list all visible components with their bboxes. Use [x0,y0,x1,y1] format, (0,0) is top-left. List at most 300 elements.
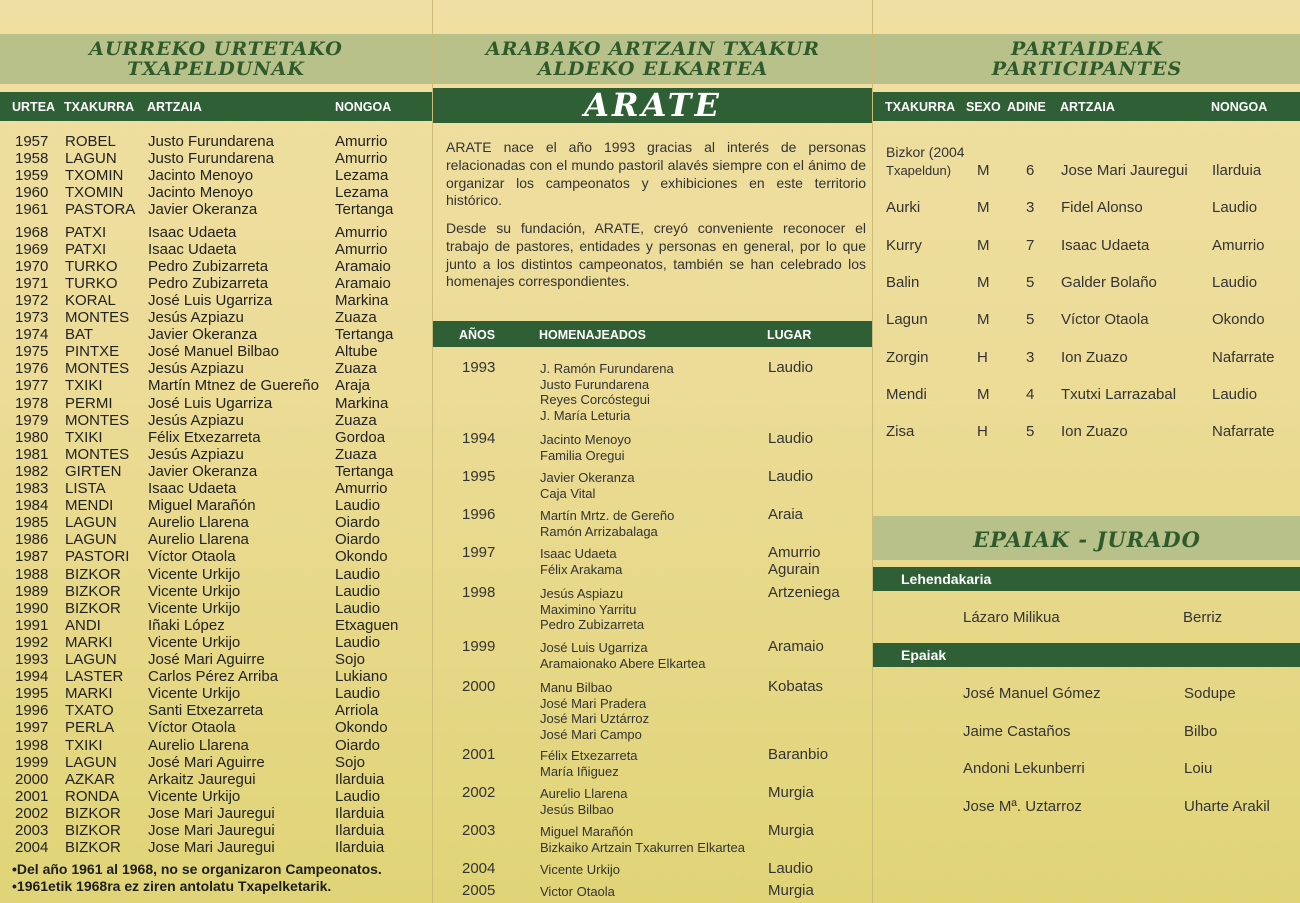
champion-year: 1958 [15,150,49,168]
champion-shepherd: Justo Furundarena [148,150,274,168]
champion-year: 1995 [15,685,49,703]
champion-shepherd: Víctor Otaola [148,548,236,566]
champion-shepherd: Jesús Azpiazu [148,445,244,463]
participant-town: Laudio [1212,385,1258,403]
participant-shepherd: Galder Bolaño [1061,273,1157,291]
participant-dog: Zorgin [886,348,929,366]
champion-shepherd: Arkaitz Jauregui [148,770,256,788]
tribute-honoree-name: Miguel Marañón [540,824,634,839]
tribute-honoree-name: Aramaionako Abere Elkartea [540,655,706,671]
champion-year: 1971 [15,274,49,292]
champion-shepherd: Justo Furundarena [148,133,274,150]
champion-year: 2002 [15,804,49,822]
tribute-place: Aramaio [768,638,824,655]
tribute-year: 2001 [462,746,496,763]
champion-town: Zuaza [335,309,377,326]
champion-shepherd: Pedro Zubizarreta [148,274,269,292]
note-spanish: •Del año 1961 al 1968, no se organizaron Campeonatos. [12,861,382,877]
champion-year: 1973 [15,309,49,326]
panel-past-champions [0,0,432,903]
participant-age: 4 [1026,385,1035,403]
champion-shepherd: Aurelio Llarena [148,531,249,549]
tribute-honoree-name: Victor Otaola [540,884,615,899]
tribute-year: 2003 [462,822,496,839]
champion-row [0,531,432,548]
champion-dog: BIZKOR [65,839,121,857]
champion-year: 1957 [15,133,49,150]
participant-dog: Mendi [886,385,927,403]
participant-sex: M [977,162,990,179]
participant-sex: M [977,311,990,329]
champion-town: Sojo [335,753,366,771]
champion-shepherd: Pedro Zubizarreta [148,257,269,275]
participant-sex: M [977,199,990,217]
champion-dog: LAGUN [65,150,117,168]
champion-year: 1982 [15,462,49,480]
champion-dog: BAT [65,326,94,344]
champion-row [0,651,432,668]
champion-row [0,446,432,463]
participant-dog-note: Txapeldun) [886,163,952,178]
champion-year: 1998 [15,736,49,754]
champion-town: Gordoa [335,428,386,446]
participant-age: 3 [1026,199,1035,217]
champion-year: 2003 [15,822,49,839]
tribute-honoree-name: Manu Bilbao [540,680,613,695]
champion-dog: MARKI [65,685,113,703]
tribute-honoree-name: Pedro Zubizarreta [540,617,645,632]
champion-shepherd: Félix Etxezarreta [148,428,261,446]
champion-dog: TXOMIN [65,184,124,202]
participant-dog: Aurki [886,199,921,217]
champion-year: 1984 [15,497,49,515]
champion-row [0,685,432,702]
champion-dog: ROBEL [65,133,116,150]
champion-town: Tertanga [335,201,394,219]
champion-shepherd: José Luis Ugarriza [148,394,273,412]
champion-year: 1985 [15,514,49,532]
champion-town: Aramaio [335,274,391,292]
tribute-honoree-name: Justo Furundarena [540,376,650,392]
champion-row [0,719,432,736]
tribute-honorees [540,361,674,423]
col-age: ADINE [1007,100,1046,114]
tributes-table-header [433,321,873,347]
tribute-honoree-name: Félix Etxezarreta [540,748,638,763]
champion-year: 2004 [15,839,49,857]
col-shepherd: ARTZAIA [147,100,202,114]
champion-shepherd: Vicente Urkijo [148,565,241,583]
participant-age: 5 [1026,311,1035,329]
champion-town: Ilarduia [335,804,385,822]
col-honorees: HOMENAJEADOS [539,328,646,342]
champion-dog: MENDI [65,497,114,515]
champion-shepherd: Javier Okeranza [148,326,258,344]
tribute-year: 2002 [462,784,496,801]
champion-dog: LISTA [65,480,106,497]
champion-row [0,737,432,754]
champion-year: 1992 [15,633,49,651]
tribute-places [768,860,813,877]
col-years: AÑOS [459,328,496,342]
champion-row [0,395,432,412]
tribute-honoree-name: José Mari Pradera [540,695,647,711]
champion-shepherd: Iñaki López [148,616,225,634]
judge-name: Andoni Lekunberri [963,760,1085,777]
champion-shepherd: Jacinto Menoyo [148,184,254,202]
banner-title-line2: PARTICIPANTES [991,58,1183,80]
participant-town: Okondo [1212,311,1265,329]
tribute-places [768,430,813,447]
participant-age: 5 [1026,423,1035,441]
banner-title-line1: AURREKO URTETAKO [89,38,343,60]
tribute-place: Araia [768,506,804,523]
champion-row [0,326,432,343]
president-name: Lázaro Milikua [963,609,1060,626]
col-shepherd: ARTZAIA [1060,100,1115,114]
banner-title-line2: TXAPELDUNAK [127,58,305,80]
champion-town: Laudio [335,565,381,583]
champion-dog: KORAL [65,291,116,309]
champion-row [0,224,432,241]
champion-town: Amurrio [335,240,388,258]
tribute-place: Murgia [768,784,814,801]
champion-row [0,514,432,531]
tribute-honoree-name: Ramón Arrizabalaga [540,523,658,539]
judge-name: José Manuel Gómez [963,685,1101,702]
tribute-places [768,746,828,763]
champion-dog: PASTORI [65,548,130,566]
champion-shepherd: Javier Okeranza [148,462,258,480]
champion-row [0,133,432,150]
tribute-honoree-name: Javier Okeranza [540,470,635,485]
tribute-places [768,638,824,655]
champion-dog: TXOMIN [65,167,124,185]
champion-town: Lukiano [335,668,388,686]
champion-year: 1970 [15,257,49,275]
champion-town: Markina [335,394,389,412]
judge-town: Sodupe [1184,685,1236,702]
champion-dog: LAGUN [65,514,117,532]
champion-shepherd: Jesús Azpiazu [148,309,244,326]
champion-town: Laudio [335,787,381,805]
participant-shepherd: Ion Zuazo [1061,348,1128,366]
president-header: Lehendakaria [873,567,1300,591]
champion-row [0,258,432,275]
participants-table-header [873,92,1300,121]
champion-year: 1972 [15,291,49,309]
tribute-year: 1996 [462,506,496,523]
champion-row [0,201,432,218]
champion-town: Okondo [335,719,388,737]
tribute-year: 1999 [462,638,496,655]
champion-shepherd: Isaac Udaeta [148,223,237,241]
champion-row [0,184,432,201]
champion-shepherd: José Luis Ugarriza [148,291,273,309]
participant-age: 5 [1026,273,1035,291]
champion-row [0,805,432,822]
tribute-places [768,822,814,839]
champion-shepherd: Carlos Pérez Arriba [148,668,279,686]
tribute-year: 1995 [462,468,496,485]
tribute-places [768,359,813,376]
champion-shepherd: Aurelio Llarena [148,514,249,532]
champion-dog: TXATO [65,702,114,720]
tribute-year: 1994 [462,430,496,447]
tribute-year: 2005 [462,882,496,899]
champion-shepherd: Vicente Urkijo [148,582,241,600]
champion-town: Altube [335,343,378,361]
champion-dog: TXIKI [65,428,103,446]
champion-town: Tertanga [335,326,394,344]
champion-row [0,377,432,394]
tribute-honorees [540,640,705,671]
participant-sex: M [977,385,990,403]
champion-shepherd: Jesús Azpiazu [148,411,244,429]
banner-title-line1: ARABAKO ARTZAIN TXAKUR [485,38,821,60]
tribute-place: Kobatas [768,678,824,695]
champion-year: 1987 [15,548,49,566]
judge-town: Loiu [1184,760,1213,777]
champion-shepherd: José Mari Aguirre [148,651,265,668]
champion-row [0,343,432,360]
tribute-honoree-name: J. Ramón Furundarena [540,361,674,376]
champion-shepherd: Isaac Udaeta [148,240,237,258]
champion-dog: MONTES [65,411,130,429]
champion-town: Laudio [335,582,381,600]
participant-town: Laudio [1212,199,1258,217]
champion-shepherd: Jose Mari Jauregui [148,839,275,857]
champion-dog: BIZKOR [65,599,121,617]
tribute-honoree-name: Jesús Bilbao [540,801,614,817]
tribute-honoree-name: Maximino Yarritu [540,601,637,617]
tribute-honorees [540,786,627,817]
champion-dog: BIZKOR [65,565,121,583]
judge-town: Bilbo [1184,722,1218,740]
champion-dog: MARKI [65,633,113,651]
participant-sex: H [977,348,988,366]
participant-dog: Lagun [886,311,928,329]
champion-town: Laudio [335,633,381,651]
tribute-honoree-name: Vicente Urkijo [540,862,620,877]
champion-row [0,497,432,514]
champion-dog: PERMI [65,394,113,412]
tribute-places [768,882,814,899]
champion-year: 2000 [15,770,49,788]
champion-town: Laudio [335,685,381,703]
champion-row [0,617,432,634]
champion-year: 1980 [15,428,49,446]
col-place: LUGAR [767,328,812,342]
champion-row [0,292,432,309]
champion-dog: BIZKOR [65,822,121,839]
col-town: NONGOA [335,100,392,114]
champion-shepherd: Víctor Otaola [148,719,236,737]
association-banner [433,34,873,84]
tribute-honoree-name: María Iñiguez [540,763,619,779]
champion-dog: TXIKI [65,736,103,754]
champion-year: 1976 [15,360,49,378]
champion-year: 1997 [15,719,49,737]
champion-year: 1991 [15,616,49,634]
champion-row [0,668,432,685]
champion-town: Lezama [335,167,389,185]
champion-row [0,150,432,167]
judge-name: Jose Mª. Uztarroz [963,797,1082,815]
champion-year: 1981 [15,445,49,463]
tribute-honorees [540,586,644,633]
champion-dog: AZKAR [65,770,116,788]
champion-year: 1986 [15,531,49,549]
tribute-honorees [540,884,615,900]
champion-shepherd: Vicente Urkijo [148,599,241,617]
champion-row [0,566,432,583]
tribute-place: Laudio [768,468,814,485]
champion-dog: TURKO [65,257,118,275]
tribute-honorees [540,432,631,463]
champion-town: Tertanga [335,462,394,480]
past-champions-banner [0,34,432,84]
judge-name: Jaime Castaños [963,722,1071,740]
champion-dog: MONTES [65,360,130,378]
participant-age: 3 [1026,348,1035,366]
champion-dog: ANDI [65,616,101,634]
champion-year: 1977 [15,377,49,395]
champion-row [0,702,432,719]
participants-banner [873,34,1300,84]
champion-town: Ilarduia [335,839,385,857]
champion-row [0,429,432,446]
champion-shepherd: Vicente Urkijo [148,685,241,703]
champion-row [0,412,432,429]
tribute-honorees [540,470,635,501]
champion-shepherd: Santi Etxezarreta [148,702,264,720]
champion-year: 1960 [15,184,49,202]
champion-town: Araja [335,377,371,395]
champion-row [0,480,432,497]
tribute-honoree-name: Caja Vital [540,485,596,501]
participant-dog: Balin [886,273,920,291]
intro-paragraph-1: ARATE nace el año 1993 gracias al interés de personas relacionadas con el mundo pastoril alavés siempre con el ánimo de organizar los campeonatos y exhibiciones en este territorio histórico. [446,139,866,209]
participant-dog: Kurry [886,236,922,254]
champion-dog: PATXI [65,223,107,241]
champion-shepherd: José Manuel Bilbao [148,343,279,361]
tribute-places [768,784,814,801]
champion-row [0,241,432,258]
champion-dog: MONTES [65,309,130,326]
champion-town: Amurrio [335,133,388,150]
tribute-honorees [540,862,620,878]
champion-shepherd: Jacinto Menoyo [148,167,254,185]
champion-year: 1974 [15,326,49,344]
tribute-places [768,584,840,601]
champion-town: Arriola [335,702,379,720]
champion-shepherd: Jose Mari Jauregui [148,822,275,839]
tribute-places [768,506,803,523]
champion-shepherd: Vicente Urkijo [148,633,241,651]
col-town: NONGOA [1211,100,1268,114]
col-year: URTEA [12,100,56,114]
champion-dog: PINTXE [65,343,120,361]
participant-shepherd: Ion Zuazo [1061,423,1128,441]
champion-shepherd: Jose Mari Jauregui [148,804,275,822]
champion-row [0,309,432,326]
banner-title-line2: ALDEKO ELKARTEA [537,58,769,80]
champion-year: 1996 [15,702,49,720]
champion-town: Laudio [335,497,381,515]
champion-row [0,634,432,651]
champion-year: 1968 [15,223,49,241]
champion-shepherd: Aurelio Llarena [148,736,249,754]
participant-dog: Zisa [886,423,915,441]
tribute-honoree-name: Familia Oregui [540,447,625,463]
champion-dog: MONTES [65,445,130,463]
champion-shepherd: José Mari Aguirre [148,753,265,771]
tribute-honoree-name: José Mari Uztárroz [540,711,650,726]
champion-dog: PASTORA [65,201,136,219]
tribute-place: Amurrio [768,544,821,561]
champion-year: 1978 [15,394,49,412]
champion-town: Zuaza [335,445,377,463]
champion-dog: BIZKOR [65,582,121,600]
champion-row [0,788,432,805]
champion-dog: RONDA [65,787,120,805]
champion-dog: LAGUN [65,753,117,771]
banner-title-line1: PARTAIDEAK [1010,38,1164,60]
tribute-year: 2000 [462,678,496,695]
champion-town: Okondo [335,548,388,566]
tribute-year: 1993 [462,359,496,376]
champion-town: Laudio [335,599,381,617]
col-dog: TXAKURRA [64,100,135,114]
col-dog: TXAKURRA [885,100,956,114]
champion-town: Amurrio [335,480,388,497]
champion-town: Lezama [335,184,389,202]
champion-row [0,167,432,184]
champion-row [0,600,432,617]
champion-year: 1988 [15,565,49,583]
champion-town: Zuaza [335,360,377,378]
tribute-place: Murgia [768,822,814,839]
tribute-honorees [540,680,649,742]
champion-year: 1994 [15,668,49,686]
champion-year: 1979 [15,411,49,429]
association-name: ARATE [433,88,873,123]
jury-banner: EPAIAK - JURADO [873,516,1300,560]
champion-dog: TURKO [65,274,118,292]
champion-row [0,839,432,856]
judge-town: Uharte Arakil [1184,797,1270,815]
champion-town: Oiardo [335,736,381,754]
participant-town: Laudio [1212,273,1258,291]
tribute-honorees [540,824,745,855]
champion-town: Oiardo [335,531,381,549]
champion-year: 1993 [15,651,49,668]
tribute-place: Murgia [768,882,814,899]
champion-row [0,463,432,480]
tribute-honoree-name: Jesús Aspiazu [540,586,624,601]
champion-row [0,548,432,565]
champion-town: Zuaza [335,411,377,429]
tribute-honorees [540,748,638,779]
champion-year: 1999 [15,753,49,771]
tribute-honoree-name: Jacinto Menoyo [540,432,632,447]
tribute-places [768,468,813,485]
tribute-places [768,544,821,578]
champion-town: Ilarduia [335,770,385,788]
champion-town: Etxaguen [335,616,399,634]
participant-sex: M [977,236,990,254]
